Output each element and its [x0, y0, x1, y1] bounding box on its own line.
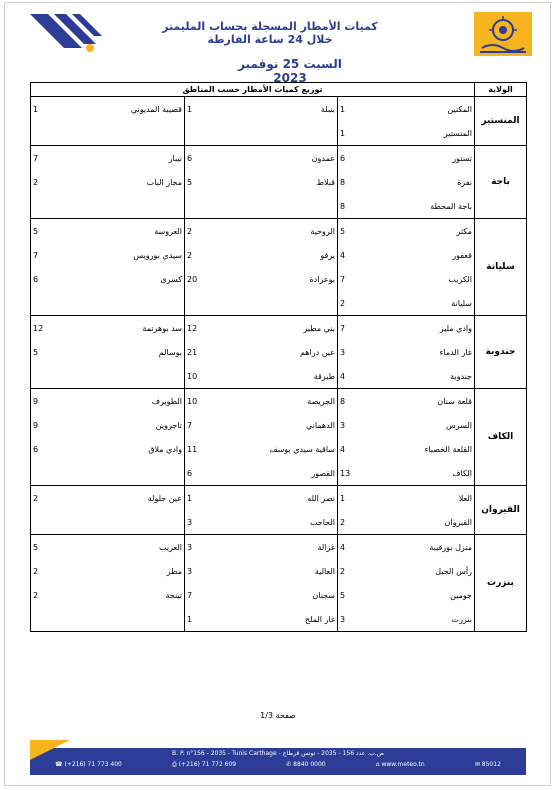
station-name: بنبلة: [234, 97, 338, 122]
rainfall-value: 8: [338, 170, 387, 194]
governorate-cell: القيروان: [475, 486, 527, 535]
rainfall-value: 21: [185, 340, 234, 364]
footer-green-number: [286, 761, 325, 769]
rainfall-value: 2: [31, 170, 75, 194]
station-name: الروحية: [234, 219, 338, 244]
rainfall-value: 13: [338, 461, 387, 486]
footer-phone: [55, 761, 122, 769]
station-name: الحاجب: [234, 510, 338, 535]
station-name: وادي مليز: [387, 316, 475, 341]
table-row: [31, 510, 527, 535]
rainfall-value: 7: [338, 316, 387, 341]
rainfall-value: 6: [338, 146, 387, 171]
rainfall-value: 6: [31, 267, 75, 291]
rainfall-value: [31, 510, 75, 535]
fax-number: (+216) 71 772 609: [178, 761, 237, 768]
station-name: [75, 510, 185, 535]
footer-contacts: [30, 761, 526, 769]
station-name: جومين: [450, 590, 472, 600]
rainfall-value: 7: [338, 267, 387, 291]
rainfall-value: 1: [31, 97, 75, 122]
station-name: المنستير: [387, 121, 475, 146]
phone-icon: ☎: [55, 761, 63, 768]
rainfall-value: [31, 121, 75, 146]
station-name: بني مطير: [234, 316, 338, 341]
rainfall-value: [31, 607, 75, 632]
rainfall-value: 12: [185, 316, 234, 341]
station-name: [234, 291, 338, 316]
station-name: [75, 364, 185, 389]
rainfall-value: 7: [185, 413, 234, 437]
table-header-row: [31, 83, 527, 97]
rainfall-value: 5: [31, 219, 75, 244]
station-name: مكثر: [387, 219, 475, 244]
rainfall-value: 5: [31, 535, 75, 560]
title-line-2: خلال 24 ساعة الفارطة: [207, 33, 333, 46]
region-column-header: الولاية: [475, 83, 527, 97]
governorate-cell: بنزرت: [475, 535, 527, 632]
table-row: [31, 607, 527, 632]
station-name: بنزرت: [387, 607, 475, 632]
rainfall-value: 1: [185, 607, 234, 632]
rainfall-value: [185, 121, 234, 146]
rainfall-value: 1: [338, 486, 387, 511]
governorate-cell: المنستير: [475, 97, 527, 146]
station-name: سد بوهرتمة: [75, 316, 185, 341]
rainfall-value: 4: [338, 437, 387, 461]
station-name: كسرى: [160, 274, 182, 284]
rainfall-value: 2: [185, 219, 234, 244]
governorate-cell: جندوبة: [475, 316, 527, 389]
rainfall-value: 7: [185, 583, 234, 607]
station-name: باجة المحطة: [387, 194, 475, 219]
table-row: [31, 121, 527, 146]
rainfall-value: 4: [338, 364, 387, 389]
table-row: [31, 243, 527, 267]
rainfall-value: 5: [338, 583, 387, 607]
station-name: ساقية سيدي يوسف: [269, 444, 335, 454]
decorative-stripes-icon: [30, 14, 102, 54]
station-name: سليانة: [387, 291, 475, 316]
station-name: [75, 607, 185, 632]
governorate-cell: باجة: [475, 146, 527, 219]
station-name: بوعرادة: [309, 274, 335, 284]
table-row: [31, 461, 527, 486]
web-icon: ⌂: [375, 761, 380, 768]
table-row: [31, 413, 527, 437]
station-name: عين جلولة: [75, 486, 185, 511]
station-name: [75, 291, 185, 316]
rainfall-value: 4: [338, 535, 387, 560]
station-name: السرس: [446, 420, 472, 430]
station-name: قعفور: [452, 250, 472, 260]
rainfall-value: 11: [185, 437, 234, 461]
table-row: [31, 316, 527, 341]
rainfall-value: [31, 194, 75, 219]
rainfall-value: [185, 194, 234, 219]
station-name: عين دراهم: [299, 347, 335, 357]
distribution-column-header: توزيع كميات الأمطار حسب المناطق: [31, 83, 475, 97]
rainfall-value: 1: [338, 97, 387, 122]
station-name: القصور: [234, 461, 338, 486]
station-name: القيروان: [387, 510, 475, 535]
document-title: [150, 20, 390, 46]
table-row: [31, 194, 527, 219]
station-name: سيدي بورويس: [133, 250, 182, 260]
rainfall-table: [30, 82, 527, 632]
rainfall-value: 7: [31, 243, 75, 267]
station-name: رأس الجبل: [435, 566, 472, 576]
station-name: العلا: [387, 486, 475, 511]
green-number-icon: ✆: [286, 761, 292, 768]
rainfall-value: 3: [185, 510, 234, 535]
fax-icon: ⎙: [171, 761, 177, 768]
footer: [30, 740, 526, 775]
rainfall-value: 6: [31, 437, 75, 461]
table-row: [31, 535, 527, 560]
station-name: طبرقة: [234, 364, 338, 389]
station-name: العالية: [314, 566, 335, 576]
station-name: جندوبة: [387, 364, 475, 389]
rainfall-value: 6: [185, 461, 234, 486]
rainfall-value: 6: [185, 146, 234, 171]
rainfall-value: 2: [31, 583, 75, 607]
rainfall-value: 9: [31, 389, 75, 414]
table-row: [31, 364, 527, 389]
green-number: 8840 0000: [293, 761, 326, 768]
footer-sms: [475, 761, 501, 769]
phone-number: (+216) 71 773 400: [64, 761, 122, 768]
station-name: غار الملح: [234, 607, 338, 632]
rainfall-value: [31, 291, 75, 316]
rainfall-value: 2: [185, 243, 234, 267]
station-name: سجنان: [312, 590, 335, 600]
rainfall-value: 2: [338, 559, 387, 583]
rainfall-value: 3: [338, 413, 387, 437]
station-name: الكاف: [387, 461, 475, 486]
station-name: قبلاط: [316, 177, 335, 187]
station-name: تيبار: [75, 146, 185, 171]
table-row: [31, 219, 527, 244]
table-row: [31, 146, 527, 171]
rainfall-value: 8: [338, 389, 387, 414]
rainfall-value: 4: [338, 243, 387, 267]
station-name: [75, 194, 185, 219]
rainfall-value: 20: [185, 267, 234, 291]
rainfall-value: 7: [31, 146, 75, 171]
sms-icon: ✉: [474, 761, 480, 768]
title-line-1: كميات الأمطار المسجلة بحساب المليمتر: [162, 20, 378, 33]
station-name: [75, 121, 185, 146]
rainfall-value: 3: [185, 535, 234, 560]
rainfall-value: 2: [338, 510, 387, 535]
inm-logo-icon: [474, 12, 532, 56]
station-name: الكريب: [448, 274, 472, 284]
station-name: قلعة سنان: [387, 389, 475, 414]
table-row: [31, 291, 527, 316]
station-name: الطويرف: [75, 389, 185, 414]
station-name: الدهماني: [305, 420, 335, 430]
rainfall-value: 3: [185, 559, 234, 583]
table-row: [31, 389, 527, 414]
page-number: صفحة 1/3: [260, 711, 296, 720]
station-name: وادي ملاق: [148, 444, 182, 454]
sms-number: 85012: [481, 761, 501, 768]
station-name: قصيبة المديوني: [75, 97, 185, 122]
station-name: [75, 461, 185, 486]
station-name: [234, 121, 338, 146]
station-name: مطر: [166, 566, 182, 576]
table-row: [31, 583, 527, 607]
table-row: [31, 559, 527, 583]
station-name: العروسة: [75, 219, 185, 244]
station-name: منزل بورقيبة: [387, 535, 475, 560]
rainfall-value: 2: [338, 291, 387, 316]
table-row: [31, 170, 527, 194]
rainfall-value: 8: [338, 194, 387, 219]
station-name: المكنين: [387, 97, 475, 122]
station-name: غزالة: [234, 535, 338, 560]
station-name: تينجة: [165, 590, 182, 600]
report-date: السبت 25 نوفمبر 2023: [238, 57, 342, 85]
rainfall-value: [31, 461, 75, 486]
station-name: نصر الله: [234, 486, 338, 511]
rainfall-value: 1: [185, 486, 234, 511]
station-name: العزيب: [75, 535, 185, 560]
table-row: [31, 437, 527, 461]
footer-address: B. P. n°156 - 2035 - Tunis Carthage - ص.ب. عدد 156 - 2035 - تونس قرطاج: [172, 750, 384, 757]
station-name: نفزة: [457, 177, 472, 187]
rainfall-value: 10: [185, 364, 234, 389]
station-name: [234, 194, 338, 219]
rainfall-value: 12: [31, 316, 75, 341]
rainfall-value: 9: [31, 413, 75, 437]
footer-website[interactable]: [376, 761, 425, 769]
station-name: الجريصة: [234, 389, 338, 414]
table-row: [31, 97, 527, 122]
governorate-cell: الكاف: [475, 389, 527, 486]
station-name: غار الدماء: [439, 347, 472, 357]
table-row: [31, 340, 527, 364]
rainfall-value: 5: [31, 340, 75, 364]
station-name: تاجروين: [155, 420, 182, 430]
governorate-cell: سليانة: [475, 219, 527, 316]
table-row: [31, 267, 527, 291]
rainfall-value: 1: [185, 97, 234, 122]
rainfall-value: [31, 364, 75, 389]
station-name: عمدون: [234, 146, 338, 171]
rainfall-value: 1: [338, 121, 387, 146]
station-name: تستور: [387, 146, 475, 171]
rainfall-value: 2: [31, 559, 75, 583]
station-name: القلعة الخصباء: [424, 444, 472, 454]
rainfall-value: 5: [338, 219, 387, 244]
table-row: [31, 486, 527, 511]
rainfall-value: 3: [338, 607, 387, 632]
rainfall-value: 3: [338, 340, 387, 364]
rainfall-value: 5: [185, 170, 234, 194]
website-link[interactable]: www.meteo.tn: [381, 761, 425, 768]
station-name: بوسالم: [158, 347, 182, 357]
rainfall-value: 10: [185, 389, 234, 414]
footer-fax: [172, 761, 236, 769]
station-name: برقو: [320, 250, 335, 260]
station-name: مجاز الباب: [146, 177, 182, 187]
rainfall-value: 2: [31, 486, 75, 511]
rainfall-value: [185, 291, 234, 316]
